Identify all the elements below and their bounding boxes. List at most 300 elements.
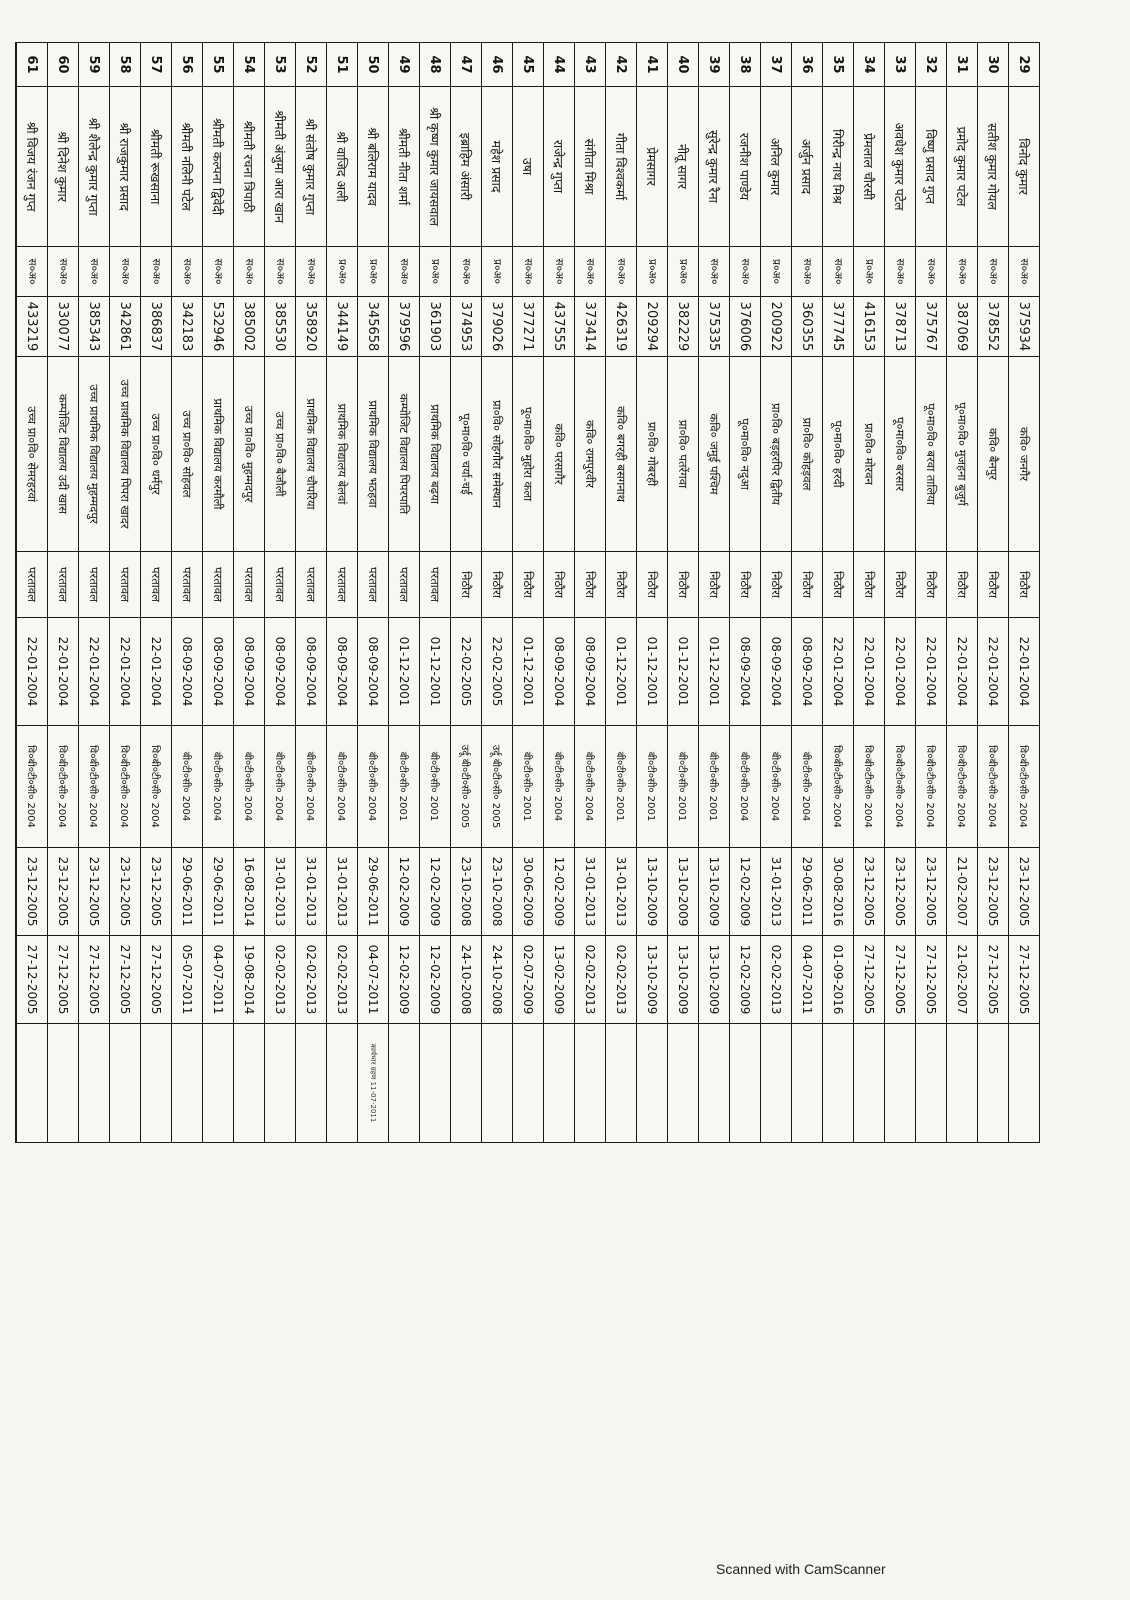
- school-name-cell: प्राथमिक विद्यालय चौपरिया: [296, 357, 327, 552]
- training-batch-cell: वि०बी०टी०सी० 2004: [1009, 726, 1040, 848]
- joining-date-cell: 04-07-2011: [358, 936, 389, 1024]
- designation-cell: स०अ०: [234, 247, 265, 297]
- training-date-cell: 22-01-2004: [1009, 618, 1040, 726]
- employee-code-cell: 382229: [668, 297, 699, 357]
- table-row: [854, 43, 885, 1143]
- training-batch-cell: बी०टी०सी० 2004: [203, 726, 234, 848]
- employee-code-cell: 387069: [947, 297, 978, 357]
- result-date-cell: 23-12-2005: [916, 848, 947, 936]
- remark-cell: [854, 1024, 885, 1143]
- remark-cell: [513, 1024, 544, 1143]
- teacher-name-cell: संगीता मिश्रा: [575, 87, 606, 247]
- training-batch-cell: वि०बी०टी०सी० 2004: [17, 726, 48, 848]
- remark-cell: [48, 1024, 79, 1143]
- school-name-cell: कवि० बगरही बसगनाथ: [606, 357, 637, 552]
- employee-code-cell: 342183: [172, 297, 203, 357]
- remark-cell: [637, 1024, 668, 1143]
- table-body: [16, 43, 1040, 1143]
- table-row: [141, 43, 172, 1143]
- remark-cell: [792, 1024, 823, 1143]
- teacher-name-cell: रजनीश पाण्डेय: [730, 87, 761, 247]
- serial-number-cell: 54: [234, 43, 265, 87]
- result-date-cell: 23-12-2005: [885, 848, 916, 936]
- training-date-cell: 22-01-2004: [916, 618, 947, 726]
- designation-cell: स०अ०: [544, 247, 575, 297]
- serial-number-cell: 57: [141, 43, 172, 87]
- table-row: [451, 43, 482, 1143]
- block-name-cell: निठौरा: [482, 552, 513, 618]
- table-row: [947, 43, 978, 1143]
- result-date-cell: 23-12-2005: [978, 848, 1009, 936]
- teacher-name-cell: श्री शैलेन्द्र कुमार गुप्ता: [79, 87, 110, 247]
- serial-number-cell: 58: [110, 43, 141, 87]
- joining-date-cell: 05-07-2011: [172, 936, 203, 1024]
- joining-date-cell: 13-10-2009: [637, 936, 668, 1024]
- employee-code-cell: 345658: [358, 297, 389, 357]
- result-date-cell: 23-10-2008: [482, 848, 513, 936]
- training-batch-cell: बी०टी०सी० 2004: [730, 726, 761, 848]
- school-name-cell: कम्पोजिट विद्यालय पिपरपाति: [389, 357, 420, 552]
- training-batch-cell: बी०टी०सी० 2004: [327, 726, 358, 848]
- joining-date-cell: 24-10-2008: [451, 936, 482, 1024]
- remark-cell: [327, 1024, 358, 1143]
- serial-number-cell: 53: [265, 43, 296, 87]
- table-row: [48, 43, 79, 1143]
- training-date-cell: 08-09-2004: [172, 618, 203, 726]
- table-row: [203, 43, 234, 1143]
- joining-date-cell: 13-02-2009: [544, 936, 575, 1024]
- designation-cell: स०अ०: [48, 247, 79, 297]
- serial-number-cell: 50: [358, 43, 389, 87]
- teacher-name-cell: श्रीमती अंजुमा आरा खान: [265, 87, 296, 247]
- teacher-name-cell: महेश प्रसाद: [482, 87, 513, 247]
- teacher-name-cell: प्रमोद कुमार पटेल: [947, 87, 978, 247]
- employee-code-cell: 437555: [544, 297, 575, 357]
- empty-cell: [16, 726, 17, 848]
- teacher-name-cell: श्रीमती रचना त्रिपाठी: [234, 87, 265, 247]
- block-name-cell: निठौरा: [575, 552, 606, 618]
- employee-code-cell: 385002: [234, 297, 265, 357]
- joining-date-cell: 27-12-2005: [978, 936, 1009, 1024]
- training-batch-cell: बी०टी०सी० 2001: [606, 726, 637, 848]
- block-name-cell: परतावल: [17, 552, 48, 618]
- school-name-cell: कवि० रामपुरवीर: [575, 357, 606, 552]
- table-row: [513, 43, 544, 1143]
- remark-cell: [544, 1024, 575, 1143]
- result-date-cell: 12-02-2009: [544, 848, 575, 936]
- block-name-cell: निठौरा: [513, 552, 544, 618]
- training-batch-cell: उर्दू बी०टी०सी० 2005: [451, 726, 482, 848]
- remark-cell: [699, 1024, 730, 1143]
- designation-cell: स०अ०: [265, 247, 296, 297]
- block-name-cell: परतावल: [141, 552, 172, 618]
- school-name-cell: उच्च प्रा०वि० धर्मपुर: [141, 357, 172, 552]
- block-name-cell: परतावल: [172, 552, 203, 618]
- training-date-cell: 22-01-2004: [885, 618, 916, 726]
- result-date-cell: 29-06-2011: [172, 848, 203, 936]
- training-batch-cell: बी०टी०सी० 2004: [234, 726, 265, 848]
- table-row: [265, 43, 296, 1143]
- serial-number-cell: 43: [575, 43, 606, 87]
- result-date-cell: 23-12-2005: [79, 848, 110, 936]
- empty-cell: [16, 247, 17, 297]
- remark-cell: [172, 1024, 203, 1143]
- designation-cell: प्र०अ०: [761, 247, 792, 297]
- table-row: [792, 43, 823, 1143]
- result-date-cell: 31-01-2013: [327, 848, 358, 936]
- training-batch-cell: बी०टी०सी० 2001: [699, 726, 730, 848]
- serial-number-cell: 33: [885, 43, 916, 87]
- serial-number-cell: 29: [1009, 43, 1040, 87]
- teacher-name-cell: श्री विजय रंजन गुप्त: [17, 87, 48, 247]
- employee-code-cell: 416153: [854, 297, 885, 357]
- result-date-cell: 31-01-2013: [575, 848, 606, 936]
- training-batch-cell: बी०टी०सी० 2004: [544, 726, 575, 848]
- designation-cell: प्र०अ०: [358, 247, 389, 297]
- teacher-list-table: [15, 42, 1040, 1143]
- school-name-cell: कवि० परसागैर: [544, 357, 575, 552]
- result-date-cell: 13-10-2009: [699, 848, 730, 936]
- serial-number-cell: 35: [823, 43, 854, 87]
- designation-cell: स०अ०: [389, 247, 420, 297]
- empty-cell: [16, 87, 17, 247]
- serial-number-cell: 38: [730, 43, 761, 87]
- employee-code-cell: 379026: [482, 297, 513, 357]
- joining-date-cell: 27-12-2005: [141, 936, 172, 1024]
- serial-number-cell: 30: [978, 43, 1009, 87]
- designation-cell: प्र०अ०: [854, 247, 885, 297]
- teacher-name-cell: श्रीमती रूखसाना: [141, 87, 172, 247]
- rotated-table-container: [24, 42, 1040, 1142]
- empty-cell: [16, 297, 17, 357]
- training-date-cell: 22-01-2004: [978, 618, 1009, 726]
- joining-date-cell: 19-08-2014: [234, 936, 265, 1024]
- school-name-cell: प्राथमिक विद्यालय बढ़या: [420, 357, 451, 552]
- training-batch-cell: बी०टी०सी० 2004: [575, 726, 606, 848]
- school-name-cell: उच्च प्रा०वि० सेमरहरवां: [17, 357, 48, 552]
- remark-cell: [482, 1024, 513, 1143]
- joining-date-cell: 21-02-2007: [947, 936, 978, 1024]
- training-batch-cell: बी०टी०सी० 2004: [358, 726, 389, 848]
- training-batch-cell: उर्दू बी०टी०सी० 2005: [482, 726, 513, 848]
- school-name-cell: पू०मा०वि० मुहोरा कला: [513, 357, 544, 552]
- school-name-cell: पू०मा०वि० हरदी: [823, 357, 854, 552]
- school-name-cell: प्रा०वि० कोहड़वल: [792, 357, 823, 552]
- remark-cell: [885, 1024, 916, 1143]
- serial-number-cell: 48: [420, 43, 451, 87]
- training-batch-cell: बी०टी०सी० 2004: [792, 726, 823, 848]
- table-row: [637, 43, 668, 1143]
- designation-cell: प्र०अ०: [637, 247, 668, 297]
- training-batch-cell: बी०टी०सी० 2004: [296, 726, 327, 848]
- table-row: [358, 43, 389, 1143]
- block-name-cell: निठौरा: [978, 552, 1009, 618]
- result-date-cell: 16-08-2014: [234, 848, 265, 936]
- teacher-name-cell: श्री वाजिद अली: [327, 87, 358, 247]
- joining-date-cell: 27-12-2005: [79, 936, 110, 1024]
- designation-cell: प्र०अ०: [327, 247, 358, 297]
- block-name-cell: परतावल: [389, 552, 420, 618]
- serial-number-cell: 41: [637, 43, 668, 87]
- remark-cell: [1009, 1024, 1040, 1143]
- table-row: [544, 43, 575, 1143]
- training-date-cell: 08-09-2004: [544, 618, 575, 726]
- remark-cell: [947, 1024, 978, 1143]
- training-batch-cell: वि०बी०टी०सी० 2004: [110, 726, 141, 848]
- teacher-name-cell: अवधेश कुमार पटेल: [885, 87, 916, 247]
- block-name-cell: निठौरा: [823, 552, 854, 618]
- teacher-name-cell: सुरेन्द्र कुमार रैना: [699, 87, 730, 247]
- table-row: [296, 43, 327, 1143]
- block-name-cell: परतावल: [234, 552, 265, 618]
- block-name-cell: निठौरा: [854, 552, 885, 618]
- block-name-cell: निठौरा: [637, 552, 668, 618]
- school-name-cell: उच्च प्रा०वि० सोहवल: [172, 357, 203, 552]
- designation-cell: प्र०अ०: [668, 247, 699, 297]
- training-date-cell: 01-12-2001: [606, 618, 637, 726]
- training-date-cell: 22-01-2004: [48, 618, 79, 726]
- serial-number-cell: 44: [544, 43, 575, 87]
- designation-cell: स०अ०: [978, 247, 1009, 297]
- school-name-cell: उच्च प्रा०वि० बैजौली: [265, 357, 296, 552]
- block-name-cell: परतावल: [327, 552, 358, 618]
- designation-cell: स०अ०: [203, 247, 234, 297]
- training-batch-cell: वि०बी०टी०सी० 2004: [885, 726, 916, 848]
- result-date-cell: 30-08-2016: [823, 848, 854, 936]
- serial-number-cell: 61: [17, 43, 48, 87]
- table-row: [389, 43, 420, 1143]
- training-date-cell: 22-01-2004: [854, 618, 885, 726]
- serial-number-cell: 36: [792, 43, 823, 87]
- empty-cell: [16, 357, 17, 552]
- block-name-cell: परतावल: [110, 552, 141, 618]
- remark-cell: [978, 1024, 1009, 1143]
- remark-cell: [296, 1024, 327, 1143]
- remark-cell: [761, 1024, 792, 1143]
- employee-code-cell: 375934: [1009, 297, 1040, 357]
- serial-number-cell: 46: [482, 43, 513, 87]
- block-name-cell: परतावल: [203, 552, 234, 618]
- designation-cell: स०अ०: [79, 247, 110, 297]
- block-name-cell: निठौरा: [1009, 552, 1040, 618]
- remark-cell: [451, 1024, 482, 1143]
- training-batch-cell: बी०टी०सी० 2004: [172, 726, 203, 848]
- training-date-cell: 08-09-2004: [265, 618, 296, 726]
- table-row: [575, 43, 606, 1143]
- table-row: [17, 43, 48, 1143]
- block-name-cell: निठौरा: [885, 552, 916, 618]
- school-name-cell: पू०मा०वि० बरसार: [885, 357, 916, 552]
- block-name-cell: निठौरा: [916, 552, 947, 618]
- table-row: [420, 43, 451, 1143]
- training-batch-cell: वि०बी०टी०सी० 2004: [823, 726, 854, 848]
- block-name-cell: निठौरा: [544, 552, 575, 618]
- serial-number-cell: 55: [203, 43, 234, 87]
- table-row: [730, 43, 761, 1143]
- school-name-cell: प्रा०वि० गोबरही: [637, 357, 668, 552]
- serial-number-cell: 32: [916, 43, 947, 87]
- teacher-name-cell: श्रीमती नीता शर्मा: [389, 87, 420, 247]
- school-name-cell: उच्च प्रा०वि० मुहम्मदपुर: [234, 357, 265, 552]
- empty-table-row: [16, 43, 17, 1143]
- training-date-cell: 01-12-2001: [420, 618, 451, 726]
- designation-cell: स०अ०: [1009, 247, 1040, 297]
- block-name-cell: परतावल: [265, 552, 296, 618]
- employee-code-cell: 385530: [265, 297, 296, 357]
- designation-cell: स०अ०: [916, 247, 947, 297]
- block-name-cell: परतावल: [358, 552, 389, 618]
- training-date-cell: 08-09-2004: [234, 618, 265, 726]
- serial-number-cell: 51: [327, 43, 358, 87]
- school-name-cell: कवि० बैनपुर: [978, 357, 1009, 552]
- serial-number-cell: 45: [513, 43, 544, 87]
- training-date-cell: 22-02-2005: [482, 618, 513, 726]
- school-name-cell: पू०मा०वि० नदुआ: [730, 357, 761, 552]
- training-date-cell: 01-12-2001: [699, 618, 730, 726]
- teacher-name-cell: प्रेमसागर: [637, 87, 668, 247]
- block-name-cell: परतावल: [48, 552, 79, 618]
- remark-cell: [265, 1024, 296, 1143]
- table-row: [172, 43, 203, 1143]
- result-date-cell: 21-02-2007: [947, 848, 978, 936]
- employee-code-cell: 200922: [761, 297, 792, 357]
- employee-code-cell: 344149: [327, 297, 358, 357]
- school-name-cell: पू०मा०वि० चर्या-चर्ई: [451, 357, 482, 552]
- result-date-cell: 23-12-2005: [1009, 848, 1040, 936]
- school-name-cell: पू०मा०वि० बरवा तालिया: [916, 357, 947, 552]
- training-batch-cell: वि०बी०टी०सी० 2004: [141, 726, 172, 848]
- remark-cell: कार्यभार ग्रहण 11-07-2011: [358, 1024, 389, 1143]
- teacher-name-cell: श्री कृष्ण कुमार जायसवाल: [420, 87, 451, 247]
- school-name-cell: पू०मा०वि० मुजहना बुजुर्ग: [947, 357, 978, 552]
- employee-code-cell: 358920: [296, 297, 327, 357]
- teacher-name-cell: श्रीमती नलिनी पटेल: [172, 87, 203, 247]
- joining-date-cell: 01-09-2016: [823, 936, 854, 1024]
- block-name-cell: परतावल: [420, 552, 451, 618]
- teacher-name-cell: राजेन्द्र गुप्ता: [544, 87, 575, 247]
- remark-cell: [110, 1024, 141, 1143]
- serial-number-cell: 34: [854, 43, 885, 87]
- empty-cell: [16, 1024, 17, 1143]
- teacher-name-cell: श्री संतोष कुमार गुप्ता: [296, 87, 327, 247]
- teacher-name-cell: विष्णु प्रसाद गुप्त: [916, 87, 947, 247]
- employee-code-cell: 374953: [451, 297, 482, 357]
- training-batch-cell: वि०बी०टी०सी० 2004: [854, 726, 885, 848]
- employee-code-cell: 360355: [792, 297, 823, 357]
- block-name-cell: परतावल: [79, 552, 110, 618]
- training-date-cell: 01-12-2001: [513, 618, 544, 726]
- designation-cell: स०अ०: [513, 247, 544, 297]
- designation-cell: स०अ०: [947, 247, 978, 297]
- table-row: [327, 43, 358, 1143]
- teacher-name-cell: अनिल कुमार: [761, 87, 792, 247]
- employee-code-cell: 386837: [141, 297, 172, 357]
- table-row: [234, 43, 265, 1143]
- remark-cell: [730, 1024, 761, 1143]
- designation-cell: प्र०अ०: [482, 247, 513, 297]
- remark-cell: [420, 1024, 451, 1143]
- teacher-name-cell: उषा: [513, 87, 544, 247]
- training-date-cell: 08-09-2004: [358, 618, 389, 726]
- joining-date-cell: 02-02-2013: [327, 936, 358, 1024]
- serial-number-cell: 59: [79, 43, 110, 87]
- school-name-cell: कवि० जमुई पश्चिम: [699, 357, 730, 552]
- employee-code-cell: 342861: [110, 297, 141, 357]
- training-date-cell: 08-09-2004: [327, 618, 358, 726]
- joining-date-cell: 04-07-2011: [792, 936, 823, 1024]
- result-date-cell: 23-12-2005: [110, 848, 141, 936]
- joining-date-cell: 12-02-2009: [389, 936, 420, 1024]
- result-date-cell: 29-06-2011: [203, 848, 234, 936]
- table-row: [699, 43, 730, 1143]
- training-date-cell: 08-09-2004: [203, 618, 234, 726]
- training-date-cell: 08-09-2004: [761, 618, 792, 726]
- teacher-name-cell: विनोद कुमार: [1009, 87, 1040, 247]
- designation-cell: स०अ०: [575, 247, 606, 297]
- scanner-watermark: Scanned with CamScanner: [716, 1561, 886, 1577]
- employee-code-cell: 375767: [916, 297, 947, 357]
- training-batch-cell: वि०बी०टी०सी० 2004: [947, 726, 978, 848]
- table-row: [916, 43, 947, 1143]
- serial-number-cell: 39: [699, 43, 730, 87]
- result-date-cell: 23-12-2005: [17, 848, 48, 936]
- employee-code-cell: 361903: [420, 297, 451, 357]
- training-date-cell: 08-09-2004: [296, 618, 327, 726]
- joining-date-cell: 27-12-2005: [885, 936, 916, 1024]
- result-date-cell: 31-01-2013: [761, 848, 792, 936]
- teacher-name-cell: प्रेमलाल चौरसी: [854, 87, 885, 247]
- training-date-cell: 22-01-2004: [110, 618, 141, 726]
- school-name-cell: कवि० जनगैर: [1009, 357, 1040, 552]
- school-name-cell: प्रा०वि० मोरवन: [854, 357, 885, 552]
- employee-code-cell: 209294: [637, 297, 668, 357]
- training-date-cell: 22-02-2005: [451, 618, 482, 726]
- employee-code-cell: 385343: [79, 297, 110, 357]
- serial-number-cell: 31: [947, 43, 978, 87]
- result-date-cell: 23-12-2005: [854, 848, 885, 936]
- joining-date-cell: 27-12-2005: [48, 936, 79, 1024]
- remark-cell: [606, 1024, 637, 1143]
- empty-cell: [16, 936, 17, 1024]
- table-row: [978, 43, 1009, 1143]
- employee-code-cell: 378713: [885, 297, 916, 357]
- teacher-name-cell: अर्जुन प्रसाद: [792, 87, 823, 247]
- teacher-name-cell: इब्राहिम अंसारी: [451, 87, 482, 247]
- joining-date-cell: 02-02-2013: [606, 936, 637, 1024]
- result-date-cell: 23-12-2005: [141, 848, 172, 936]
- serial-number-cell: 40: [668, 43, 699, 87]
- table-row: [110, 43, 141, 1143]
- teacher-name-cell: नीतू सागर: [668, 87, 699, 247]
- joining-date-cell: 04-07-2011: [203, 936, 234, 1024]
- joining-date-cell: 02-02-2013: [265, 936, 296, 1024]
- joining-date-cell: 13-10-2009: [668, 936, 699, 1024]
- employee-code-cell: 378552: [978, 297, 1009, 357]
- joining-date-cell: 02-02-2013: [761, 936, 792, 1024]
- training-batch-cell: बी०टी०सी० 2001: [668, 726, 699, 848]
- teacher-name-cell: श्री दिनेश कुमार: [48, 87, 79, 247]
- result-date-cell: 31-01-2013: [296, 848, 327, 936]
- joining-date-cell: 02-07-2009: [513, 936, 544, 1024]
- school-name-cell: कम्पोजिट विद्यालय उदी खास: [48, 357, 79, 552]
- result-date-cell: 12-02-2009: [389, 848, 420, 936]
- employee-code-cell: 377271: [513, 297, 544, 357]
- training-batch-cell: बी०टी०सी० 2001: [513, 726, 544, 848]
- result-date-cell: 29-06-2011: [792, 848, 823, 936]
- employee-code-cell: 330077: [48, 297, 79, 357]
- training-date-cell: 22-01-2004: [947, 618, 978, 726]
- remark-cell: [79, 1024, 110, 1143]
